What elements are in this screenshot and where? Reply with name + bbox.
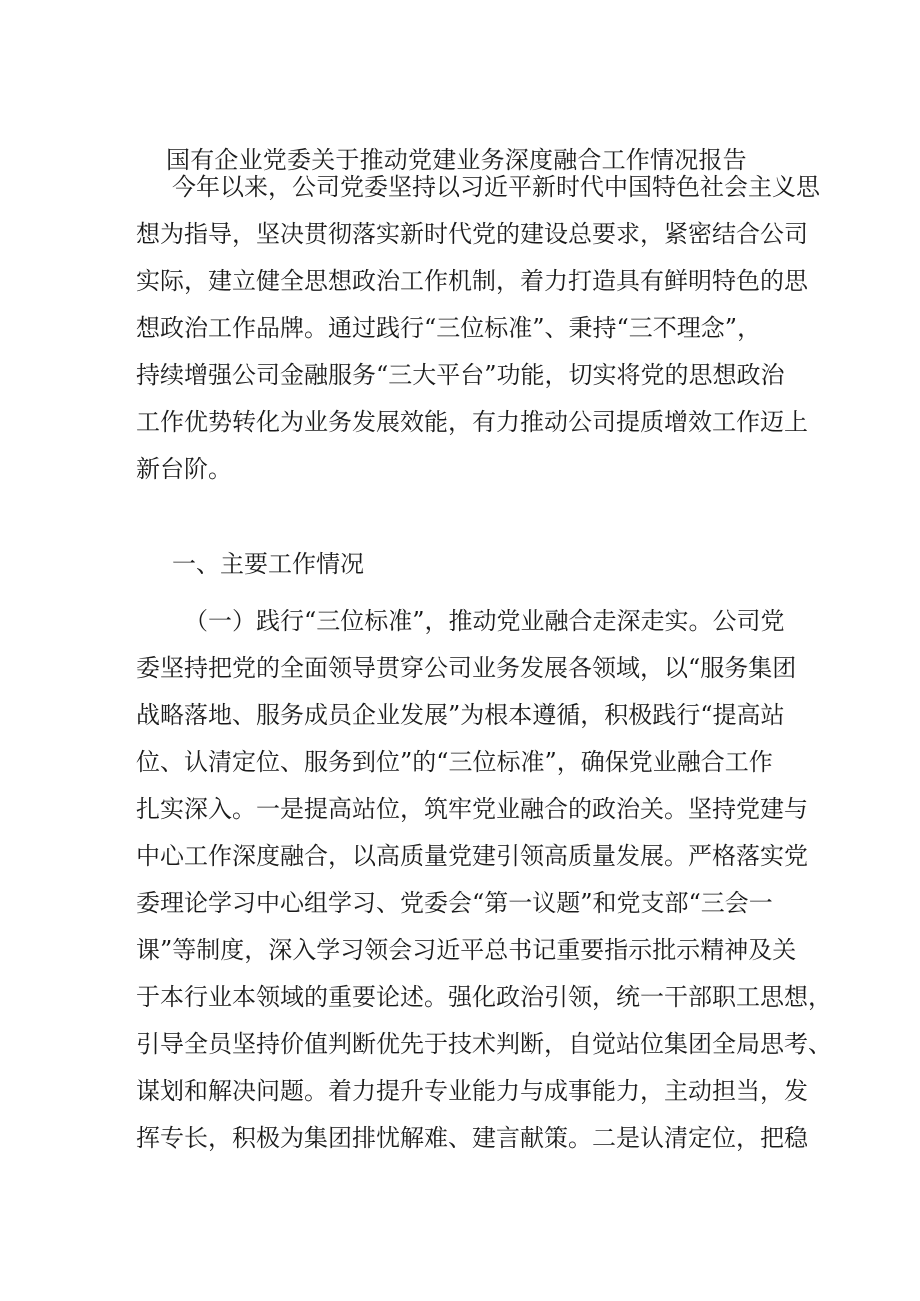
paragraph-line: 谋划和解决问题。着力提升专业能力与成事能力，主动担当，发: [136, 1077, 808, 1105]
paragraph-line: 挥专长，积极为集团排忧解难、建言献策。二是认清定位，把稳: [136, 1124, 808, 1152]
paragraph-line: 扎实深入。一是提高站位，筑牢党业融合的政治关。坚持党建与: [136, 795, 808, 823]
paragraph-line: 于本行业本领域的重要论述。强化政治引领，统一干部职工思想，: [136, 983, 832, 1011]
paragraph-line: 引导全员坚持价值判断优先于技术判断，自觉站位集团全局思考、: [136, 1030, 832, 1058]
intro-line: 持续增强公司金融服务“三大平台”功能，切实将党的思想政治: [136, 361, 785, 389]
intro-line: 工作优势转化为业务发展效能，有力推动公司提质增效工作迈上: [136, 408, 808, 436]
paragraph-line: 课”等制度，深入学习领会习近平总书记重要指示批示精神及关: [136, 936, 797, 964]
paragraph-line: （一）践行“三位标准”，推动党业融合走深走实。公司党: [184, 607, 785, 635]
intro-line: 想政治工作品牌。通过践行“三位标准”、秉持“三不理念”，: [136, 314, 762, 342]
intro-line: 想为指导，坚决贯彻落实新时代党的建设总要求，紧密结合公司: [136, 220, 808, 248]
intro-line: 新台阶。: [136, 455, 232, 483]
intro-line: 实际，建立健全思想政治工作机制，着力打造具有鲜明特色的思: [136, 267, 808, 295]
document-title: 国有企业党委关于推动党建业务深度融合工作情况报告: [166, 146, 747, 174]
section-paragraph: [136, 598, 832, 1162]
paragraph-line: 委坚持把党的全面领导贯穿公司业务发展各领域，以“服务集团: [136, 654, 797, 682]
section-heading: 一、主要工作情况: [172, 550, 364, 578]
intro-line: 今年以来，公司党委坚持以习近平新时代中国特色社会主义思: [172, 173, 820, 201]
paragraph-line: 委理论学习中心组学习、党委会“第一议题”和党支部“三会一: [136, 889, 773, 917]
paragraph-line: 位、认清定位、服务到位”的“三位标准”，确保党业融合工作: [136, 748, 773, 776]
intro-paragraph: [136, 164, 820, 493]
paragraph-line: 中心工作深度融合，以高质量党建引领高质量发展。严格落实党: [136, 842, 808, 870]
paragraph-line: 战略落地、服务成员企业发展”为根本遵循，积极践行“提高站: [136, 701, 785, 729]
